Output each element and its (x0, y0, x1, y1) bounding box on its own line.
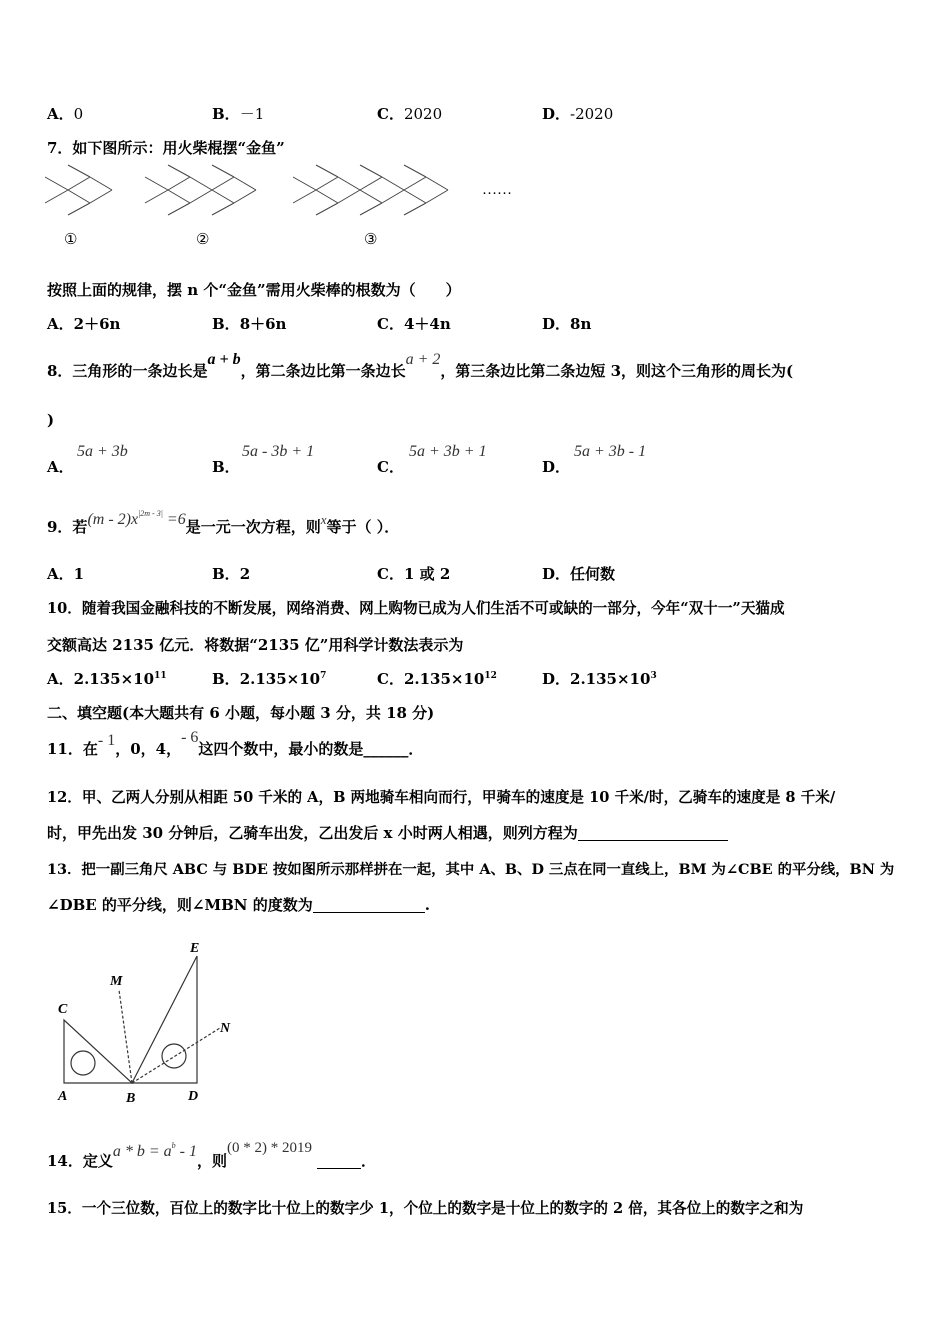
q8-option-d-expr: 5a + 3b - 1 (574, 443, 647, 460)
q7-question: 按照上面的规律，摆 n 个“金鱼”需用火柴棒的根数为（ ） (47, 281, 461, 299)
q9-stem: 9．若$(m - 2)x^{|2m - 3|} =6$是一元一次方程，则x等于（ ）． (47, 509, 400, 536)
q7-option-d: D．8n (542, 315, 592, 333)
q8-option-c: C． (377, 458, 404, 476)
goldfish-1-shape (45, 165, 112, 215)
q8-option-a: A． (47, 458, 74, 476)
q9-equation: $(m - 2)x^{|2m - 3|} =6$ (87, 509, 186, 528)
q6-option-d: D．-2020 (542, 105, 614, 123)
q8-option-c-expr: 5a + 3b + 1 (409, 443, 487, 460)
ray-bn (132, 1028, 220, 1083)
q8-expr-a-plus-2: a + 2 (405, 351, 441, 368)
label-b: B (126, 1091, 136, 1106)
q8-expr-a-plus-b: a + b (207, 351, 241, 368)
q14-stem: 14．定义$a * b = a^b - 1$，则(0 * 2) * 2019． (47, 1140, 377, 1170)
q11-stem: 11．在- 1，0，4，- 6这四个数中，最小的数是______． (47, 729, 424, 758)
q13-line1: 13．把一副三角尺 ABC 与 BDE 按如图所示那样拼在一起，其中 A、B、D 三点在同一直线上，BM 为∠CBE 的平分线，BN 为 (47, 861, 895, 878)
q10-option-a: A．$2.135\times 10^{11}$ (47, 670, 167, 688)
q8-option-d: D． (542, 458, 571, 476)
q8-option-b: B． (212, 458, 240, 476)
q6-option-a: A．0 (47, 105, 84, 123)
q9-option-d: D．任何数 (542, 565, 616, 583)
q9-option-a: A．1 (47, 565, 85, 583)
label-d: D (188, 1089, 199, 1104)
q9-option-c: C．1 或 2 (377, 565, 451, 583)
q7-option-c: C．4＋4n (377, 315, 451, 333)
q9-option-b: B．2 (212, 565, 251, 583)
q7-goldfish-figure (40, 162, 540, 252)
q13-triangle-figure (50, 935, 250, 1110)
q6-option-c: C．2020 (377, 105, 443, 123)
goldfish-label-1: ① (64, 232, 78, 248)
goldfish-3-shape (293, 165, 448, 215)
q10-line1: 10．随着我国金融科技的不断发展，网络消费、网上购物已成为人们生活不可或缺的一部分，今年“双十一”天猫成 (47, 600, 785, 617)
q8-stem-end: ) (47, 411, 55, 429)
goldfish-label-2: ② (196, 232, 210, 248)
q14-answer-blank[interactable] (317, 1154, 361, 1169)
label-c: C (58, 1002, 68, 1017)
goldfish-2-shape (145, 165, 256, 215)
q11-num-neg1: - 1 (97, 732, 116, 749)
q10-line2: 交额高达 2135 亿元．将数据“2135 亿”用科学计数法表示为 (47, 636, 464, 654)
q14-expression: (0 * 2) * 2019 (227, 1140, 313, 1156)
q8-option-b-expr: 5a - 3b + 1 (242, 443, 315, 460)
q7-option-b: B．8＋6n (212, 315, 287, 333)
q10-option-b: B．$2.135\times 10^7$ (212, 670, 327, 688)
q8-stem: 8．三角形的一条边长是a + b，第二条边比第一条边长a + 2，第三条边比第二条边短 3，则这个三角形的周长为( (47, 351, 794, 380)
triangle-abc-hole (71, 1051, 95, 1075)
goldfish-label-3: ③ (364, 232, 378, 248)
q7-option-a: A．2＋6n (47, 315, 121, 333)
label-a: A (58, 1089, 68, 1104)
label-e: E (190, 941, 200, 956)
ray-bm (119, 990, 132, 1083)
q12-line2: 时，甲先出发 30 分钟后，乙骑车出发，乙出发后 x 小时两人相遇，则列方程为 (47, 822, 728, 843)
q14-definition: $a * b = a^b - 1$ (112, 1141, 197, 1160)
q12-answer-blank[interactable] (578, 826, 728, 841)
triangle-abc (64, 1020, 132, 1083)
label-m: M (110, 974, 123, 989)
triangle-bde-hole (162, 1044, 186, 1068)
label-n: N (220, 1021, 231, 1036)
goldfish-ellipsis: …… (482, 182, 512, 198)
q15-line1: 15．一个三位数，百位上的数字比十位上的数字少 1，个位上的数字是十位上的数字的 2 倍，其各位上的数字之和为 (47, 1200, 804, 1217)
q11-num-neg6: - 6 (181, 729, 199, 746)
q10-option-c: C．$2.135\times 10^{12}$ (377, 670, 497, 688)
q13-line2: ∠DBE 的平分线，则∠MBN 的度数为 . (47, 896, 430, 914)
q12-line1: 12．甲、乙两人分别从相距 50 千米的 A，B 两地骑车相向而行，甲骑车的速度是 10 千米/时，乙骑车的速度是 8 千米/ (47, 789, 836, 806)
q6-option-b: B．－1 (212, 105, 265, 123)
q8-option-a-expr: 5a + 3b (77, 443, 128, 460)
q10-option-d: D．$2.135\times 10^3$ (542, 670, 657, 688)
q7-stem: 7．如下图所示：用火柴棍摆“金鱼” (47, 139, 285, 157)
q13-answer-blank[interactable] (313, 898, 425, 913)
section-2-heading: 二、填空题(本大题共有 6 小题，每小题 3 分，共 18 分) (47, 704, 435, 722)
